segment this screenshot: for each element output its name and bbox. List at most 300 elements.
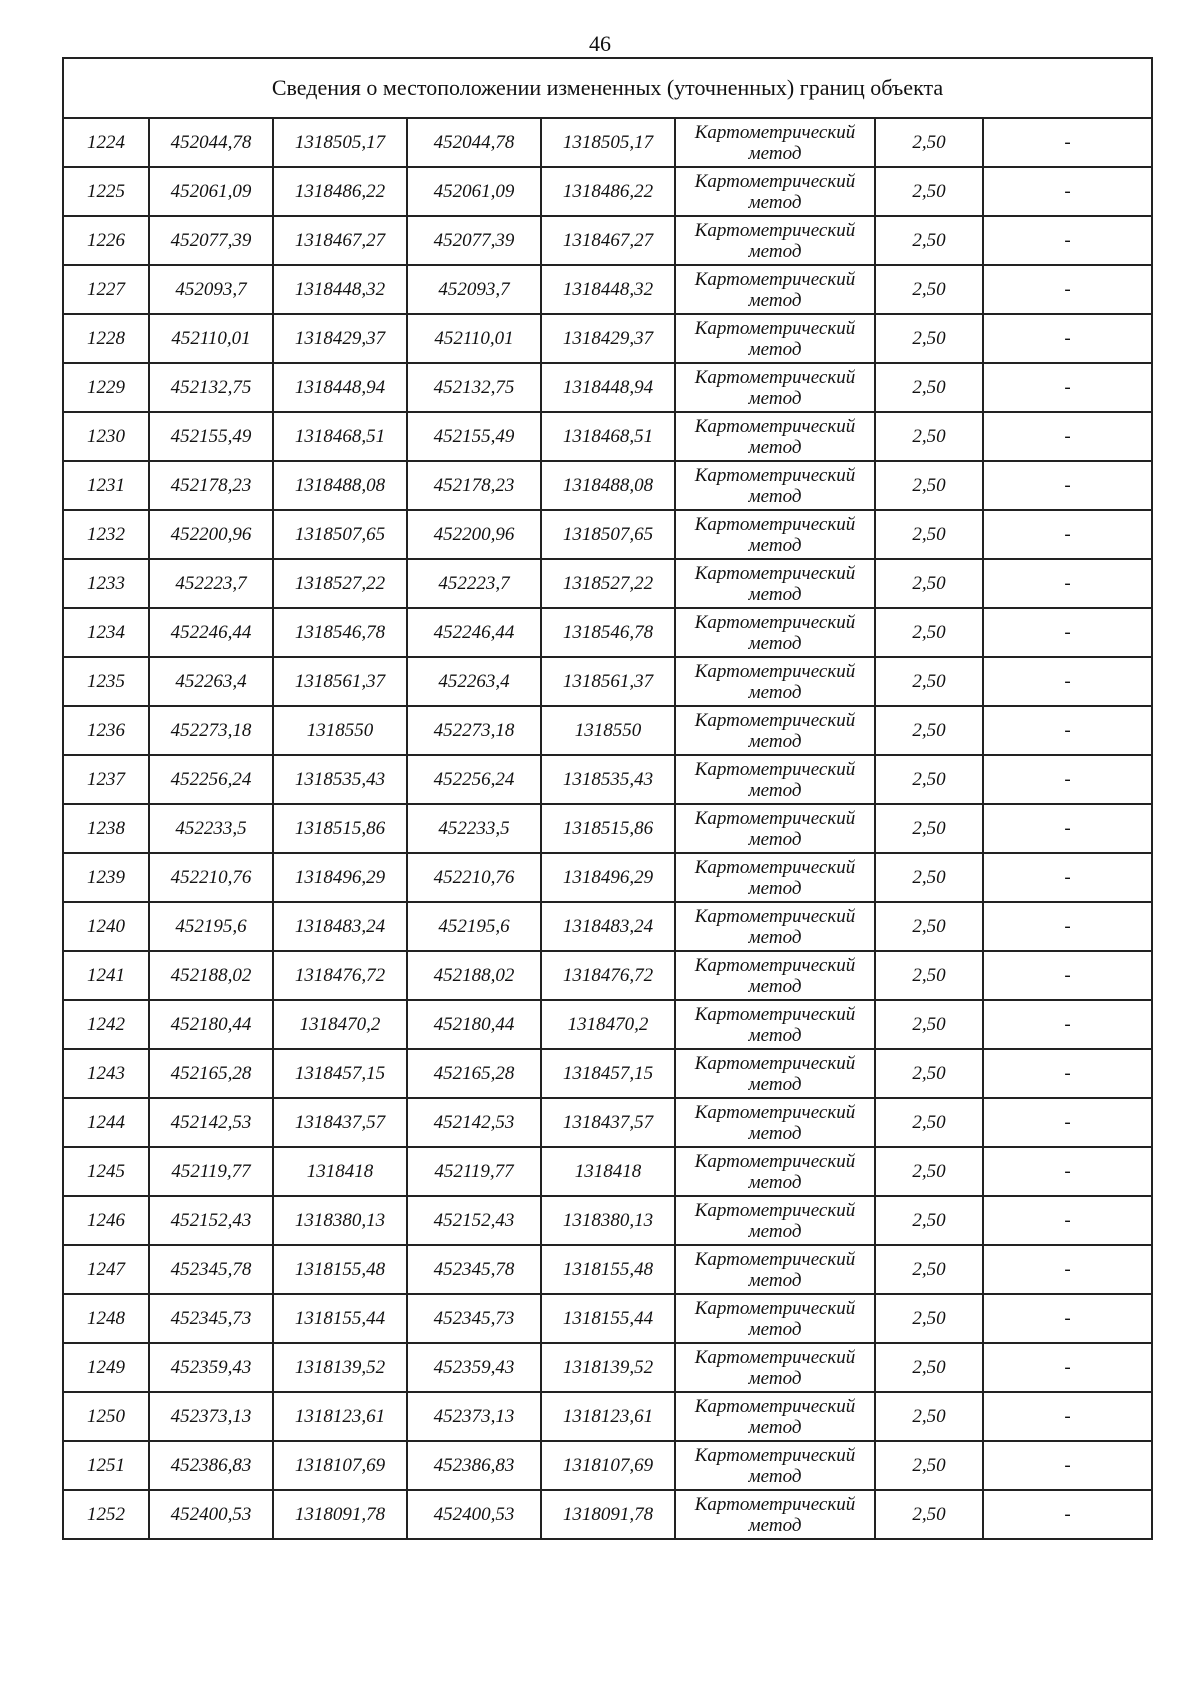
method-line-1: Картометрический (694, 1493, 856, 1515)
existing-x-cell: 452165,28 (149, 1049, 273, 1098)
refined-y-cell: 1318457,15 (541, 1049, 675, 1098)
existing-x-cell: 452345,78 (149, 1245, 273, 1294)
note-cell: - (983, 1490, 1152, 1539)
refined-x-cell: 452373,13 (407, 1392, 541, 1441)
note-cell: - (983, 216, 1152, 265)
existing-x-cell: 452373,13 (149, 1392, 273, 1441)
accuracy-cell: 2,50 (875, 461, 983, 510)
method-line-2: метод (748, 387, 802, 409)
method-line-2: метод (748, 1465, 802, 1487)
note-cell: - (983, 510, 1152, 559)
method-line-2: метод (748, 877, 802, 899)
refined-y-cell: 1318448,94 (541, 363, 675, 412)
note-cell: - (983, 853, 1152, 902)
table-row (63, 951, 1152, 1000)
method-cell (675, 216, 875, 265)
method-line-1: Картометрический (694, 219, 856, 241)
method-cell (675, 755, 875, 804)
refined-x-cell: 452223,7 (407, 559, 541, 608)
method-cell (675, 167, 875, 216)
refined-y-cell: 1318380,13 (541, 1196, 675, 1245)
accuracy-cell: 2,50 (875, 559, 983, 608)
method-line-2: метод (748, 534, 802, 556)
existing-x-cell: 452093,7 (149, 265, 273, 314)
point-number-cell: 1235 (63, 657, 149, 706)
existing-y-cell: 1318107,69 (273, 1441, 407, 1490)
note-cell: - (983, 265, 1152, 314)
method-line-2: метод (748, 142, 802, 164)
accuracy-cell: 2,50 (875, 1147, 983, 1196)
method-line-2: метод (748, 1514, 802, 1536)
note-cell: - (983, 951, 1152, 1000)
table-row (63, 657, 1152, 706)
method-cell (675, 951, 875, 1000)
method-line-2: метод (748, 1416, 802, 1438)
note-cell: - (983, 755, 1152, 804)
refined-x-cell: 452180,44 (407, 1000, 541, 1049)
accuracy-cell: 2,50 (875, 1196, 983, 1245)
method-cell (675, 510, 875, 559)
method-line-2: метод (748, 1122, 802, 1144)
refined-y-cell: 1318507,65 (541, 510, 675, 559)
table-row (63, 363, 1152, 412)
point-number-cell: 1249 (63, 1343, 149, 1392)
existing-x-cell: 452188,02 (149, 951, 273, 1000)
accuracy-cell: 2,50 (875, 1490, 983, 1539)
point-number-cell: 1250 (63, 1392, 149, 1441)
refined-x-cell: 452044,78 (407, 118, 541, 167)
note-cell: - (983, 1245, 1152, 1294)
method-line-1: Картометрический (694, 1101, 856, 1123)
existing-x-cell: 452180,44 (149, 1000, 273, 1049)
point-number-cell: 1236 (63, 706, 149, 755)
method-line-1: Картометрический (694, 415, 856, 437)
refined-y-cell: 1318123,61 (541, 1392, 675, 1441)
table-row (63, 1294, 1152, 1343)
existing-y-cell: 1318448,32 (273, 265, 407, 314)
method-line-1: Картометрический (694, 464, 856, 486)
point-number-cell: 1247 (63, 1245, 149, 1294)
method-line-2: метод (748, 1171, 802, 1193)
table-title-row (63, 58, 1152, 118)
refined-x-cell: 452093,7 (407, 265, 541, 314)
point-number-cell: 1243 (63, 1049, 149, 1098)
note-cell: - (983, 363, 1152, 412)
method-line-1: Картометрический (694, 856, 856, 878)
note-cell: - (983, 706, 1152, 755)
refined-x-cell: 452155,49 (407, 412, 541, 461)
refined-x-cell: 452246,44 (407, 608, 541, 657)
existing-x-cell: 452155,49 (149, 412, 273, 461)
refined-y-cell: 1318139,52 (541, 1343, 675, 1392)
refined-y-cell: 1318448,32 (541, 265, 675, 314)
existing-x-cell: 452044,78 (149, 118, 273, 167)
existing-y-cell: 1318139,52 (273, 1343, 407, 1392)
method-line-2: метод (748, 1269, 802, 1291)
table-row (63, 412, 1152, 461)
accuracy-cell: 2,50 (875, 314, 983, 363)
existing-x-cell: 452263,4 (149, 657, 273, 706)
method-line-1: Картометрический (694, 660, 856, 682)
existing-y-cell: 1318380,13 (273, 1196, 407, 1245)
existing-y-cell: 1318155,48 (273, 1245, 407, 1294)
point-number-cell: 1224 (63, 118, 149, 167)
method-line-1: Картометрический (694, 1297, 856, 1319)
method-line-1: Картометрический (694, 562, 856, 584)
refined-y-cell: 1318496,29 (541, 853, 675, 902)
table-row (63, 461, 1152, 510)
refined-x-cell: 452386,83 (407, 1441, 541, 1490)
point-number-cell: 1248 (63, 1294, 149, 1343)
point-number-cell: 1246 (63, 1196, 149, 1245)
point-number-cell: 1245 (63, 1147, 149, 1196)
method-cell (675, 1049, 875, 1098)
method-line-1: Картометрический (694, 905, 856, 927)
point-number-cell: 1242 (63, 1000, 149, 1049)
existing-x-cell: 452061,09 (149, 167, 273, 216)
table-row (63, 853, 1152, 902)
method-line-2: метод (748, 1024, 802, 1046)
note-cell: - (983, 167, 1152, 216)
method-line-2: метод (748, 1073, 802, 1095)
accuracy-cell: 2,50 (875, 1343, 983, 1392)
method-cell (675, 265, 875, 314)
existing-y-cell: 1318483,24 (273, 902, 407, 951)
refined-x-cell: 452256,24 (407, 755, 541, 804)
table-row (63, 510, 1152, 559)
refined-x-cell: 452263,4 (407, 657, 541, 706)
method-cell (675, 608, 875, 657)
accuracy-cell: 2,50 (875, 412, 983, 461)
point-number-cell: 1225 (63, 167, 149, 216)
existing-x-cell: 452359,43 (149, 1343, 273, 1392)
existing-y-cell: 1318418 (273, 1147, 407, 1196)
table-row (63, 1343, 1152, 1392)
note-cell: - (983, 1294, 1152, 1343)
refined-x-cell: 452061,09 (407, 167, 541, 216)
existing-y-cell: 1318468,51 (273, 412, 407, 461)
existing-x-cell: 452400,53 (149, 1490, 273, 1539)
method-cell (675, 461, 875, 510)
note-cell: - (983, 559, 1152, 608)
existing-x-cell: 452246,44 (149, 608, 273, 657)
method-cell (675, 1343, 875, 1392)
point-number-cell: 1238 (63, 804, 149, 853)
point-number-cell: 1227 (63, 265, 149, 314)
table-row (63, 314, 1152, 363)
accuracy-cell: 2,50 (875, 902, 983, 951)
method-line-1: Картометрический (694, 170, 856, 192)
method-cell (675, 1196, 875, 1245)
accuracy-cell: 2,50 (875, 1000, 983, 1049)
method-cell (675, 1147, 875, 1196)
method-line-2: метод (748, 338, 802, 360)
refined-x-cell: 452178,23 (407, 461, 541, 510)
existing-x-cell: 452195,6 (149, 902, 273, 951)
method-cell (675, 118, 875, 167)
point-number-cell: 1239 (63, 853, 149, 902)
existing-y-cell: 1318486,22 (273, 167, 407, 216)
table-row (63, 706, 1152, 755)
refined-y-cell: 1318467,27 (541, 216, 675, 265)
refined-x-cell: 452142,53 (407, 1098, 541, 1147)
accuracy-cell: 2,50 (875, 1441, 983, 1490)
existing-y-cell: 1318476,72 (273, 951, 407, 1000)
existing-y-cell: 1318429,37 (273, 314, 407, 363)
method-line-2: метод (748, 436, 802, 458)
method-cell (675, 314, 875, 363)
refined-x-cell: 452233,5 (407, 804, 541, 853)
accuracy-cell: 2,50 (875, 363, 983, 412)
table-row (63, 265, 1152, 314)
method-line-1: Картометрический (694, 709, 856, 731)
refined-x-cell: 452273,18 (407, 706, 541, 755)
existing-y-cell: 1318527,22 (273, 559, 407, 608)
refined-y-cell: 1318470,2 (541, 1000, 675, 1049)
point-number-cell: 1233 (63, 559, 149, 608)
refined-x-cell: 452210,76 (407, 853, 541, 902)
point-number-cell: 1229 (63, 363, 149, 412)
existing-x-cell: 452200,96 (149, 510, 273, 559)
refined-x-cell: 452359,43 (407, 1343, 541, 1392)
method-cell (675, 706, 875, 755)
boundary-coordinates-table (62, 57, 1153, 1540)
note-cell: - (983, 412, 1152, 461)
table-row (63, 1049, 1152, 1098)
table-row (63, 118, 1152, 167)
refined-y-cell: 1318091,78 (541, 1490, 675, 1539)
accuracy-cell: 2,50 (875, 167, 983, 216)
method-cell (675, 1441, 875, 1490)
method-line-2: метод (748, 681, 802, 703)
refined-y-cell: 1318550 (541, 706, 675, 755)
table-row (63, 1196, 1152, 1245)
table-row (63, 1098, 1152, 1147)
existing-x-cell: 452386,83 (149, 1441, 273, 1490)
refined-y-cell: 1318476,72 (541, 951, 675, 1000)
existing-x-cell: 452077,39 (149, 216, 273, 265)
table-row (63, 1392, 1152, 1441)
method-cell (675, 853, 875, 902)
accuracy-cell: 2,50 (875, 755, 983, 804)
existing-y-cell: 1318515,86 (273, 804, 407, 853)
refined-y-cell: 1318486,22 (541, 167, 675, 216)
accuracy-cell: 2,50 (875, 118, 983, 167)
refined-y-cell: 1318483,24 (541, 902, 675, 951)
method-cell (675, 1490, 875, 1539)
accuracy-cell: 2,50 (875, 216, 983, 265)
existing-x-cell: 452256,24 (149, 755, 273, 804)
method-line-1: Картометрический (694, 317, 856, 339)
page-number: 46 (589, 31, 611, 56)
method-cell (675, 804, 875, 853)
method-line-1: Картометрический (694, 807, 856, 829)
method-line-1: Картометрический (694, 1346, 856, 1368)
accuracy-cell: 2,50 (875, 853, 983, 902)
method-cell (675, 1000, 875, 1049)
accuracy-cell: 2,50 (875, 706, 983, 755)
method-cell (675, 657, 875, 706)
method-line-1: Картометрический (694, 758, 856, 780)
refined-y-cell: 1318468,51 (541, 412, 675, 461)
method-line-2: метод (748, 730, 802, 752)
existing-x-cell: 452110,01 (149, 314, 273, 363)
method-cell (675, 1392, 875, 1441)
point-number-cell: 1240 (63, 902, 149, 951)
note-cell: - (983, 657, 1152, 706)
existing-x-cell: 452142,53 (149, 1098, 273, 1147)
method-line-1: Картометрический (694, 268, 856, 290)
refined-x-cell: 452165,28 (407, 1049, 541, 1098)
method-line-1: Картометрический (694, 1248, 856, 1270)
accuracy-cell: 2,50 (875, 608, 983, 657)
refined-x-cell: 452200,96 (407, 510, 541, 559)
point-number-cell: 1230 (63, 412, 149, 461)
method-line-2: метод (748, 632, 802, 654)
refined-x-cell: 452077,39 (407, 216, 541, 265)
method-line-2: метод (748, 1220, 802, 1242)
method-line-2: метод (748, 779, 802, 801)
table-row (63, 1441, 1152, 1490)
method-cell (675, 1098, 875, 1147)
existing-x-cell: 452132,75 (149, 363, 273, 412)
method-line-2: метод (748, 583, 802, 605)
existing-x-cell: 452273,18 (149, 706, 273, 755)
method-line-2: метод (748, 926, 802, 948)
existing-y-cell: 1318457,15 (273, 1049, 407, 1098)
accuracy-cell: 2,50 (875, 657, 983, 706)
existing-x-cell: 452119,77 (149, 1147, 273, 1196)
note-cell: - (983, 1147, 1152, 1196)
refined-y-cell: 1318515,86 (541, 804, 675, 853)
note-cell: - (983, 118, 1152, 167)
refined-x-cell: 452110,01 (407, 314, 541, 363)
refined-x-cell: 452345,73 (407, 1294, 541, 1343)
existing-x-cell: 452223,7 (149, 559, 273, 608)
table-row (63, 804, 1152, 853)
table-row (63, 216, 1152, 265)
method-line-2: метод (748, 1318, 802, 1340)
refined-x-cell: 452195,6 (407, 902, 541, 951)
note-cell: - (983, 608, 1152, 657)
existing-y-cell: 1318507,65 (273, 510, 407, 559)
table-row (63, 608, 1152, 657)
point-number-cell: 1251 (63, 1441, 149, 1490)
refined-y-cell: 1318155,44 (541, 1294, 675, 1343)
existing-x-cell: 452152,43 (149, 1196, 273, 1245)
existing-x-cell: 452178,23 (149, 461, 273, 510)
refined-y-cell: 1318155,48 (541, 1245, 675, 1294)
existing-y-cell: 1318437,57 (273, 1098, 407, 1147)
refined-y-cell: 1318437,57 (541, 1098, 675, 1147)
method-line-2: метод (748, 240, 802, 262)
existing-x-cell: 452345,73 (149, 1294, 273, 1343)
method-line-2: метод (748, 975, 802, 997)
existing-y-cell: 1318546,78 (273, 608, 407, 657)
accuracy-cell: 2,50 (875, 804, 983, 853)
method-line-1: Картометрический (694, 611, 856, 633)
method-line-1: Картометрический (694, 1199, 856, 1221)
method-cell (675, 363, 875, 412)
existing-y-cell: 1318091,78 (273, 1490, 407, 1539)
method-line-2: метод (748, 1367, 802, 1389)
point-number-cell: 1232 (63, 510, 149, 559)
method-cell (675, 902, 875, 951)
accuracy-cell: 2,50 (875, 265, 983, 314)
accuracy-cell: 2,50 (875, 1294, 983, 1343)
refined-y-cell: 1318535,43 (541, 755, 675, 804)
table-row (63, 1490, 1152, 1539)
method-line-2: метод (748, 485, 802, 507)
point-number-cell: 1244 (63, 1098, 149, 1147)
method-line-2: метод (748, 289, 802, 311)
method-line-2: метод (748, 191, 802, 213)
method-line-1: Картометрический (694, 1150, 856, 1172)
table-row (63, 167, 1152, 216)
existing-y-cell: 1318470,2 (273, 1000, 407, 1049)
accuracy-cell: 2,50 (875, 1245, 983, 1294)
accuracy-cell: 2,50 (875, 510, 983, 559)
point-number-cell: 1234 (63, 608, 149, 657)
refined-y-cell: 1318527,22 (541, 559, 675, 608)
refined-x-cell: 452152,43 (407, 1196, 541, 1245)
point-number-cell: 1231 (63, 461, 149, 510)
accuracy-cell: 2,50 (875, 1392, 983, 1441)
method-line-1: Картометрический (694, 1052, 856, 1074)
accuracy-cell: 2,50 (875, 1098, 983, 1147)
point-number-cell: 1228 (63, 314, 149, 363)
method-cell (675, 559, 875, 608)
note-cell: - (983, 314, 1152, 363)
refined-x-cell: 452188,02 (407, 951, 541, 1000)
point-number-cell: 1241 (63, 951, 149, 1000)
refined-y-cell: 1318546,78 (541, 608, 675, 657)
existing-y-cell: 1318496,29 (273, 853, 407, 902)
accuracy-cell: 2,50 (875, 951, 983, 1000)
method-line-1: Картометрический (694, 1444, 856, 1466)
method-line-1: Картометрический (694, 366, 856, 388)
method-line-1: Картометрический (694, 1003, 856, 1025)
table-row (63, 1147, 1152, 1196)
existing-y-cell: 1318488,08 (273, 461, 407, 510)
refined-y-cell: 1318418 (541, 1147, 675, 1196)
existing-x-cell: 452210,76 (149, 853, 273, 902)
existing-y-cell: 1318123,61 (273, 1392, 407, 1441)
table-title: Сведения о местоположении измененных (уточненных) границ объекта (63, 58, 1152, 118)
accuracy-cell: 2,50 (875, 1049, 983, 1098)
existing-y-cell: 1318535,43 (273, 755, 407, 804)
existing-y-cell: 1318467,27 (273, 216, 407, 265)
note-cell: - (983, 1049, 1152, 1098)
refined-x-cell: 452400,53 (407, 1490, 541, 1539)
method-line-1: Картометрический (694, 954, 856, 976)
method-cell (675, 412, 875, 461)
table-row (63, 902, 1152, 951)
table-row (63, 1000, 1152, 1049)
note-cell: - (983, 804, 1152, 853)
method-cell (675, 1245, 875, 1294)
refined-y-cell: 1318488,08 (541, 461, 675, 510)
note-cell: - (983, 1000, 1152, 1049)
existing-y-cell: 1318505,17 (273, 118, 407, 167)
method-line-1: Картометрический (694, 1395, 856, 1417)
refined-y-cell: 1318429,37 (541, 314, 675, 363)
existing-x-cell: 452233,5 (149, 804, 273, 853)
refined-x-cell: 452345,78 (407, 1245, 541, 1294)
existing-y-cell: 1318550 (273, 706, 407, 755)
note-cell: - (983, 1343, 1152, 1392)
table-row (63, 755, 1152, 804)
